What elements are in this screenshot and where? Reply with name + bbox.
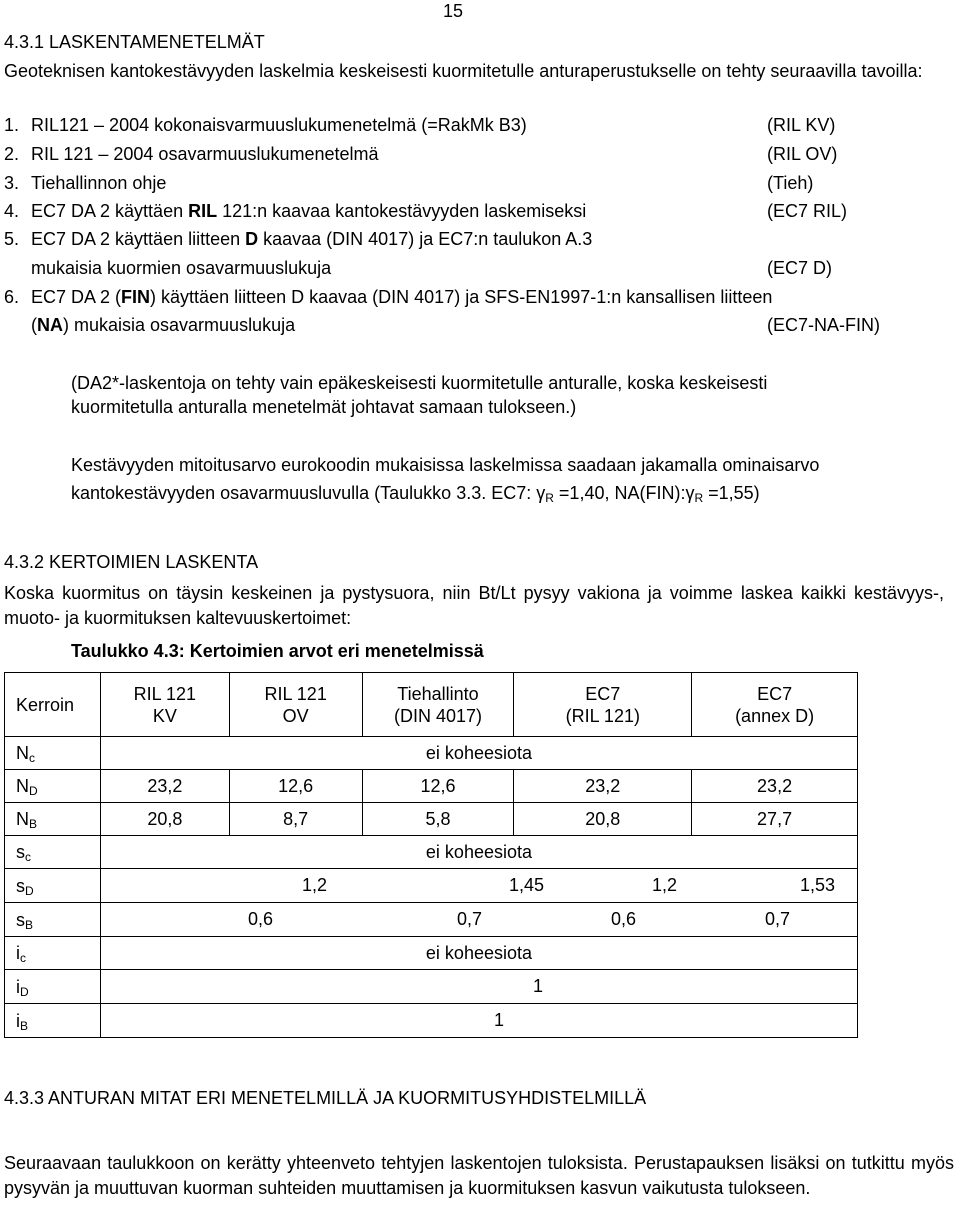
table-header-row [5,673,858,737]
coef-symbol: $i_D$ [5,970,101,1004]
table-row [5,869,858,903]
table-cell: 5,8 [362,803,514,836]
table-cell: 23,2 [692,770,858,803]
table-row [5,770,858,803]
list-number: 5. [4,229,20,249]
header-ril-ov: RIL 121 OV [229,673,362,737]
header-ec7-annex: EC7 (annex D) [692,673,858,737]
list-number: 2. [4,144,20,164]
list-tag: (EC7 D) [767,258,833,278]
table-cell: 1 [532,976,543,996]
section-heading-431: 4.3.1 LASKENTAMENETELMÄT [4,32,265,52]
merged-cell: ei koheesiota [100,737,857,770]
coefficients-paragraph: Koska kuormitus on täysin keskeinen ja pystysuora, niin Bt/Lt pysyy vakiona ja voimme laskea kaikki kestävyys-, muoto- ja kuormituksen kaltevuuskertoimet: [4,583,944,628]
list-text: Tiehallinnon ohje [31,173,167,193]
header-ec7-ril: EC7 (RIL 121) [514,673,692,737]
list-tag: (RIL OV) [767,144,838,164]
list-text: EC7 DA 2 käyttäen liitteen D kaavaa (DIN 4017) ja EC7:n taulukon A.3 [31,229,593,249]
merged-cell [100,1004,857,1038]
table-cell: 0,6 [610,909,636,929]
coef-symbol: $s_B$ [5,903,101,937]
table-cell: 27,7 [692,803,858,836]
list-text: RIL 121 – 2004 osavarmuuslukumenetelmä [31,144,379,164]
table-cell: 23,2 [514,770,692,803]
note-line: (DA2*-laskentoja on tehty vain epäkeskeisesti kuormitetulle anturalle, koska keskeisesti [71,373,768,393]
table-cell: 12,6 [362,770,514,803]
merged-cell [100,970,857,1004]
table-cell: 23,2 [100,770,229,803]
list-tag: (Tieh) [767,173,814,193]
table-cell: 12,6 [229,770,362,803]
list-number: 1. [4,115,20,135]
list-number: 4. [4,201,20,221]
list-number: 3. [4,173,20,193]
design-value-paragraph: Kestävyyden mitoitusarvo eurokoodin mukaisissa laskelmissa saadaan jakamalla ominaisarvo [71,455,820,475]
design-value-paragraph-line2: kantokestävyyden osavarmuusluvulla (Taulukko 3.3. EC7: $\gamma_R =1,40$, $NA(FIN):\gamma_R =1,55$) [71,483,760,505]
coef-symbol: $i_B$ [5,1004,101,1038]
merged-cell [100,903,857,937]
table-row [5,1004,858,1038]
table-cell: 1,2 [301,875,327,895]
table-row [5,737,858,770]
section-heading-433: 4.3.3 ANTURAN MITAT ERI MENETELMILLÄ JA KUORMITUSYHDISTELMILLÄ [4,1088,647,1108]
coef-symbol: $i_c$ [5,937,101,970]
table-cell: 20,8 [100,803,229,836]
merged-cell: ei koheesiota [100,836,857,869]
table-row [5,803,858,836]
table-cell: 1,53 [799,875,835,895]
coef-symbol: $s_c$ [5,836,101,869]
table-cell: 0,7 [456,909,482,929]
table-cell: 20,8 [514,803,692,836]
list-text-line2: mukaisia kuormien osavarmuuslukuja [31,258,332,278]
table-row [5,903,858,937]
list-tag: (EC7 RIL) [767,201,848,221]
gamma-symbol: γ [536,483,546,503]
list-text-line2: (NA) mukaisia osavarmuuslukuja [31,315,296,335]
table-row [5,970,858,1004]
list-text: EC7 DA 2 käyttäen RIL 121:n kaavaa kantokestävyyden laskemiseksi [31,201,587,221]
list-number: 6. [4,287,20,307]
header-tiehallinto: Tiehallinto (DIN 4017) [362,673,514,737]
coef-symbol: $N_B$ [5,803,101,836]
coef-symbol: $N_D$ [5,770,101,803]
coef-symbol: $s_D$ [5,869,101,903]
coef-symbol: $N_c$ [5,737,101,770]
table-caption: Taulukko 4.3: Kertoimien arvot eri menetelmissä [71,641,484,661]
table-row [5,937,858,970]
page-number: 15 [443,1,464,21]
list-text: EC7 DA 2 (FIN) käyttäen liitteen D kaavaa (DIN 4017) ja SFS-EN1997-1:n kansallisen liitteen [31,287,773,307]
table-cell: 1 [493,1010,504,1030]
section-heading-432: 4.3.2 KERTOIMIEN LASKENTA [4,552,259,572]
table-cell: 8,7 [229,803,362,836]
coefficients-table [4,672,858,1038]
list-text: RIL121 – 2004 kokonaisvarmuuslukumenetelmä (=RakMk B3) [31,115,527,135]
results-paragraph: Seuraavaan taulukkoon on kerätty yhteenveto tehtyjen laskentojen tuloksista. Perustapauksen lisäksi on tutkittu myös pysyvän ja muuttuvan kuorman suhteiden muuttamisen ja kuormituksen kasvun vaikutusta tulokseen. [4,1153,954,1198]
table-cell: 1,45 [508,875,544,895]
table-cell: 1,2 [651,875,677,895]
table-cell: 0,7 [764,909,790,929]
list-tag: (EC7-NA-FIN) [767,315,880,335]
merged-cell: ei koheesiota [100,937,857,970]
header-ril-kv: RIL 121 KV [100,673,229,737]
note-line: kuormitetulla anturalla menetelmät johtavat samaan tulokseen.) [71,397,577,417]
gamma-symbol: γ [685,483,695,503]
intro-paragraph: Geoteknisen kantokestävyyden laskelmia keskeisesti kuormitetulle anturaperustukselle on tehty seuraavilla tavoilla: [4,61,923,81]
table-cell: 0,6 [247,909,273,929]
list-tag: (RIL KV) [767,115,836,135]
table-row [5,836,858,869]
header-kerroin: Kerroin [5,673,101,737]
merged-cell [100,869,857,903]
